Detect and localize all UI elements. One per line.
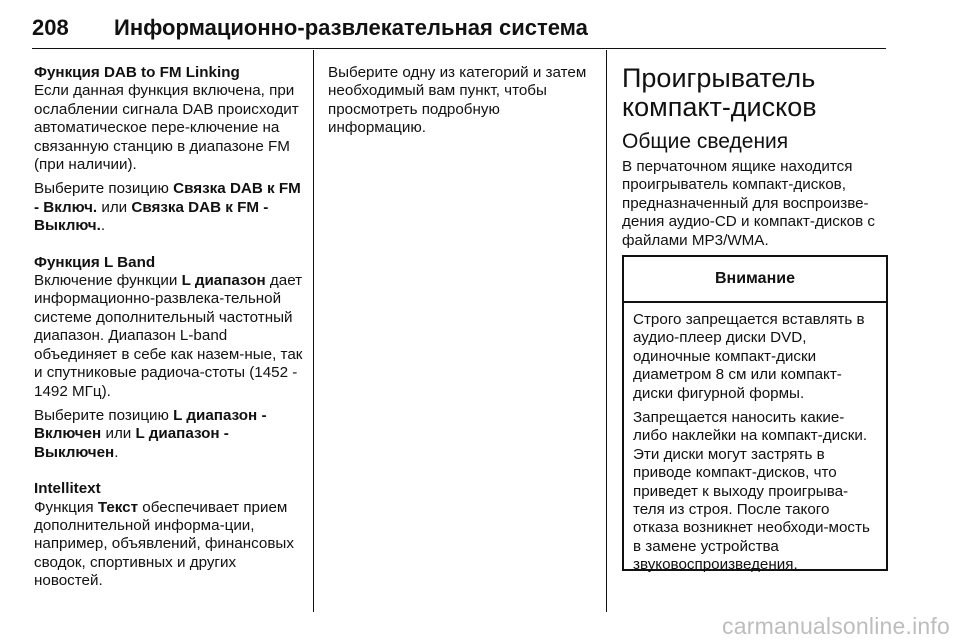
- column-middle: [328, 64, 600, 144]
- page-header: [32, 14, 886, 46]
- lband-heading: Функция L Band: [34, 253, 156, 271]
- dab-fm-select: [34, 180, 306, 235]
- column-left: [34, 64, 306, 597]
- intellitext-prefix: Функция: [34, 498, 98, 516]
- section-title: Проигрыватель компакт-дисков: [622, 63, 817, 122]
- lband-option-on: L диапазон - Включен: [34, 406, 267, 443]
- lband-body: [34, 272, 306, 401]
- warning-box: [622, 255, 888, 574]
- dab-or: или: [97, 198, 132, 216]
- page-number: 208: [32, 15, 69, 40]
- lband-end: .: [114, 443, 119, 461]
- chapter-title: Информационно-развлекательная система: [114, 15, 588, 40]
- category-instruction: Выберите одну из категорий и затем необходимый вам пункт, чтобы просмотреть подробную информацию.: [328, 64, 587, 137]
- dab-option-on: Связка DAB к FM - Включ.: [34, 180, 301, 216]
- dab-fm-heading: Функция DAB to FM Linking: [34, 64, 240, 81]
- lband-select-prefix: Выберите позицию: [34, 406, 174, 424]
- lband-or: или: [101, 425, 136, 443]
- column-divider-1: [313, 50, 314, 612]
- cd-player-description: В перчаточном ящике находится проигрыватель компакт-дисков, предназначенный для воспроизве-дения аудио-CD и компакт-дисков с файлами MP3/WMA.: [622, 158, 875, 249]
- column-divider-2: [606, 50, 607, 612]
- section-subtitle: Общие сведения: [622, 130, 789, 153]
- lband-prefix: Включение функции: [34, 272, 182, 290]
- lband-option: L диапазон: [181, 272, 266, 290]
- intellitext-body: [34, 499, 306, 591]
- warning-paragraph-1: Строго запрещается вставлять в аудио-плеер диски DVD, одиночные компакт-диски диаметром 8 см или компакт-диски фигурной формы.: [633, 311, 865, 402]
- warning-body: [624, 303, 886, 575]
- intellitext-option: Текст: [97, 498, 139, 516]
- dab-fm-body: Если данная функция включена, при ослаблении сигнала DAB происходит автоматическое пере-ключение на связанную станцию в диапазоне FM (при наличии).: [34, 82, 299, 174]
- lband-option-off: L диапазон - Выключен: [34, 425, 229, 461]
- lband-text: дает информационно-развлека-тельной системе дополнительный частотный диапазон. Диапазон L-band объединяет в себе как назем-ные, так и спутниковые радиоча-стоты (1452 - 1492 МГц).: [34, 272, 303, 400]
- site-watermark: carmanualsonline.info: [722, 613, 950, 639]
- intellitext-text: обеспечивает прием дополнительной информа-ции, например, объявлений, финансовых сводок, спортивных и других новостей.: [34, 498, 294, 590]
- dab-option-off: Связка DAB к FM - Выключ.: [34, 198, 269, 235]
- column-right: [622, 64, 888, 256]
- header-rule: [32, 48, 886, 49]
- dab-end: .: [100, 217, 106, 235]
- warning-paragraph-2: Запрещается наносить какие-либо наклейки на компакт-диски. Эти диски могут застрять в приводе компакт-дисков, что приведет к выходу проигрыва-теля из строя. После такого отказа возникнет необходи-мость в замене устройства звуковоспроизведения.: [633, 409, 870, 574]
- lband-select: [34, 407, 306, 462]
- dab-select-prefix: Выберите позицию: [34, 180, 174, 198]
- intellitext-heading: Intellitext: [34, 480, 101, 498]
- warning-heading: Внимание: [624, 257, 886, 303]
